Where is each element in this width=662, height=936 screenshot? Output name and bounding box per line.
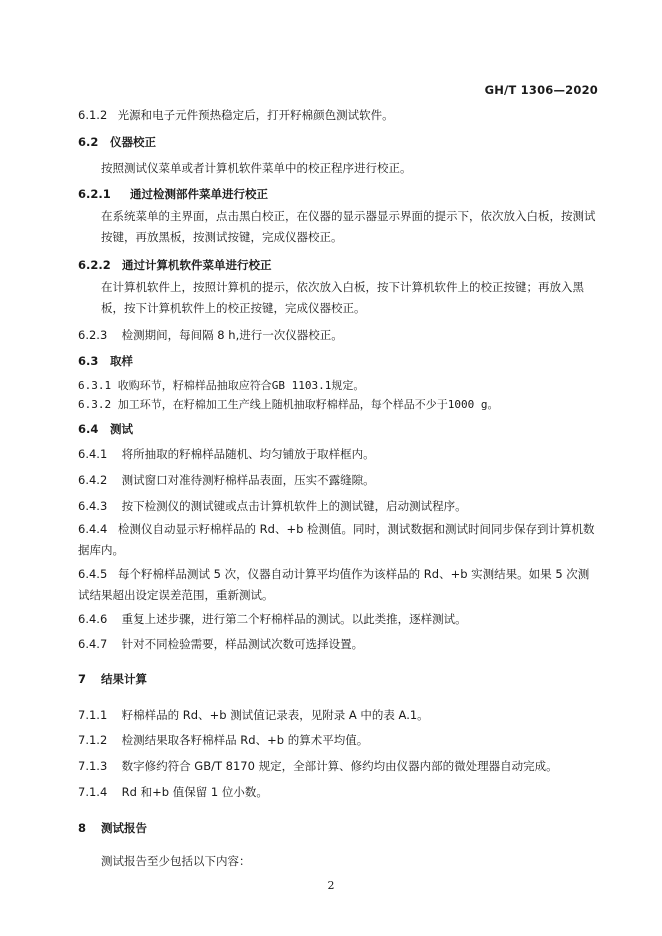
heading-6-2: [78, 136, 156, 149]
clause-number: 7.1.3: [78, 759, 108, 773]
paragraph-8: 测试报告至少包括以下内容：: [101, 854, 251, 868]
clause-7-1-3: [78, 760, 558, 773]
clause-6-3-2: [78, 398, 498, 411]
heading-6-2-2: [78, 259, 272, 272]
heading-number: 6.3: [78, 354, 99, 368]
clause-number: 7.1.4: [78, 785, 108, 799]
clause-text: 检测期间，每间隔 8 h,进行一次仪器校正。: [121, 328, 343, 342]
clause-text: Rd 和+b 值保留 1 位小数。: [121, 785, 268, 799]
heading-title: 仪器校正: [110, 135, 157, 149]
clause-number: 6.4.6: [78, 612, 108, 626]
standard-code: GH/T 1306—2020: [484, 83, 598, 97]
clause-number: 7.1.1: [78, 708, 108, 722]
clause-6-4-4: [78, 519, 598, 561]
clause-number: 6.3.2: [78, 398, 112, 411]
page-number: 2: [327, 879, 335, 892]
paragraph-text: 在系统菜单的主界面，点击黑白校正，在仪器的显示器显示界面的提示下，依次放入白板，按测试按键，再放黑板，按测试按键，完成仪器校正。: [101, 209, 596, 244]
clause-text: 籽棉样品的 Rd、+b 测试值记录表，见附录 A 中的表 A.1。: [121, 708, 429, 722]
heading-title: 测试: [110, 422, 134, 436]
clause-number: 7.1.2: [78, 733, 108, 747]
heading-number: 7: [78, 672, 87, 686]
heading-title: 测试报告: [101, 821, 148, 835]
clause-number: 6.4.3: [78, 499, 108, 513]
clause-text: 每个籽棉样品测试 5 次，仪器自动计算平均值作为该样品的 Rd、+b 实测结果。如果 5 次测试结果超出设定误差范围，重新测试。: [78, 567, 590, 602]
clause-6-4-6: [78, 613, 467, 626]
clause-number: 6.4.5: [78, 567, 108, 581]
clause-text: 按下检测仪的测试键或点击计算机软件上的测试键，启动测试程序。: [121, 499, 467, 513]
heading-7: [78, 673, 147, 686]
clause-7-1-2: [78, 734, 368, 747]
clause-6-1-2: [78, 109, 394, 122]
clause-6-4-1: [78, 448, 375, 461]
clause-text: 针对不同检验需要，样品测试次数可选择设置。: [121, 637, 364, 651]
clause-number: 6.4.4: [78, 522, 108, 536]
clause-6-2-3: [78, 329, 343, 342]
clause-number: 6.4.1: [78, 447, 108, 461]
paragraph-6-2-1: [78, 206, 598, 248]
clause-6-4-5: [78, 564, 598, 606]
heading-title: 通过检测部件菜单进行校正: [130, 187, 269, 201]
clause-number: 6.3.1: [78, 379, 112, 392]
clause-number: 6.4.7: [78, 637, 108, 651]
heading-title: 通过计算机软件菜单进行校正: [122, 258, 272, 272]
clause-number: 6.4.2: [78, 473, 108, 487]
clause-6-4-3: [78, 500, 467, 513]
clause-6-4-7: [78, 638, 363, 651]
clause-text: 加工环节，在籽棉加工生产线上随机抽取籽棉样品，每个样品不少于1000 g。: [117, 398, 499, 411]
paragraph-6-2-2: [78, 277, 598, 319]
heading-6-3: [78, 355, 133, 368]
clause-text: 收购环节，籽棉样品抽取应符合GB 1103.1规定。: [117, 379, 365, 392]
clause-6-4-2: [78, 474, 375, 487]
clause-text: 检测结果取各籽棉样品 Rd、+b 的算术平均值。: [121, 733, 369, 747]
heading-number: 6.2.2: [78, 258, 111, 272]
heading-6-2-1: [78, 188, 268, 201]
clause-text: 将所抽取的籽棉样品随机、均匀铺放于取样框内。: [121, 447, 375, 461]
heading-number: 8: [78, 821, 87, 835]
heading-number: 6.2.1: [78, 187, 111, 201]
heading-title: 结果计算: [101, 672, 148, 686]
heading-6-4: [78, 423, 133, 436]
paragraph-6-2: 按照测试仪菜单或者计算机软件菜单中的校正程序进行校正。: [101, 161, 412, 175]
heading-number: 6.4: [78, 422, 99, 436]
clause-text: 重复上述步骤，进行第二个籽棉样品的测试。以此类推，逐样测试。: [121, 612, 467, 626]
clause-text: 检测仪自动显示籽棉样品的 Rd、+b 检测值。同时，测试数据和测试时间同步保存到计算机数据库内。: [78, 522, 595, 557]
clause-6-3-1: [78, 379, 364, 392]
heading-number: 6.2: [78, 135, 99, 149]
clause-7-1-4: [78, 786, 268, 799]
clause-text: 光源和电子元件预热稳定后，打开籽棉颜色测试软件。: [117, 108, 394, 122]
heading-8: [78, 822, 147, 835]
clause-number: 6.1.2: [78, 108, 108, 122]
paragraph-text: 在计算机软件上，按照计算机的提示，依次放入白板，按下计算机软件上的校正按键；再放入黑板，按下计算机软件上的校正按键，完成仪器校正。: [101, 280, 584, 315]
clause-text: 测试窗口对准待测籽棉样品表面，压实不露缝隙。: [121, 473, 375, 487]
clause-text: 数字修约符合 GB/T 8170 规定，全部计算、修约均由仪器内部的微处理器自动完成。: [121, 759, 558, 773]
clause-number: 6.2.3: [78, 328, 108, 342]
clause-7-1-1: [78, 709, 429, 722]
heading-title: 取样: [110, 354, 134, 368]
